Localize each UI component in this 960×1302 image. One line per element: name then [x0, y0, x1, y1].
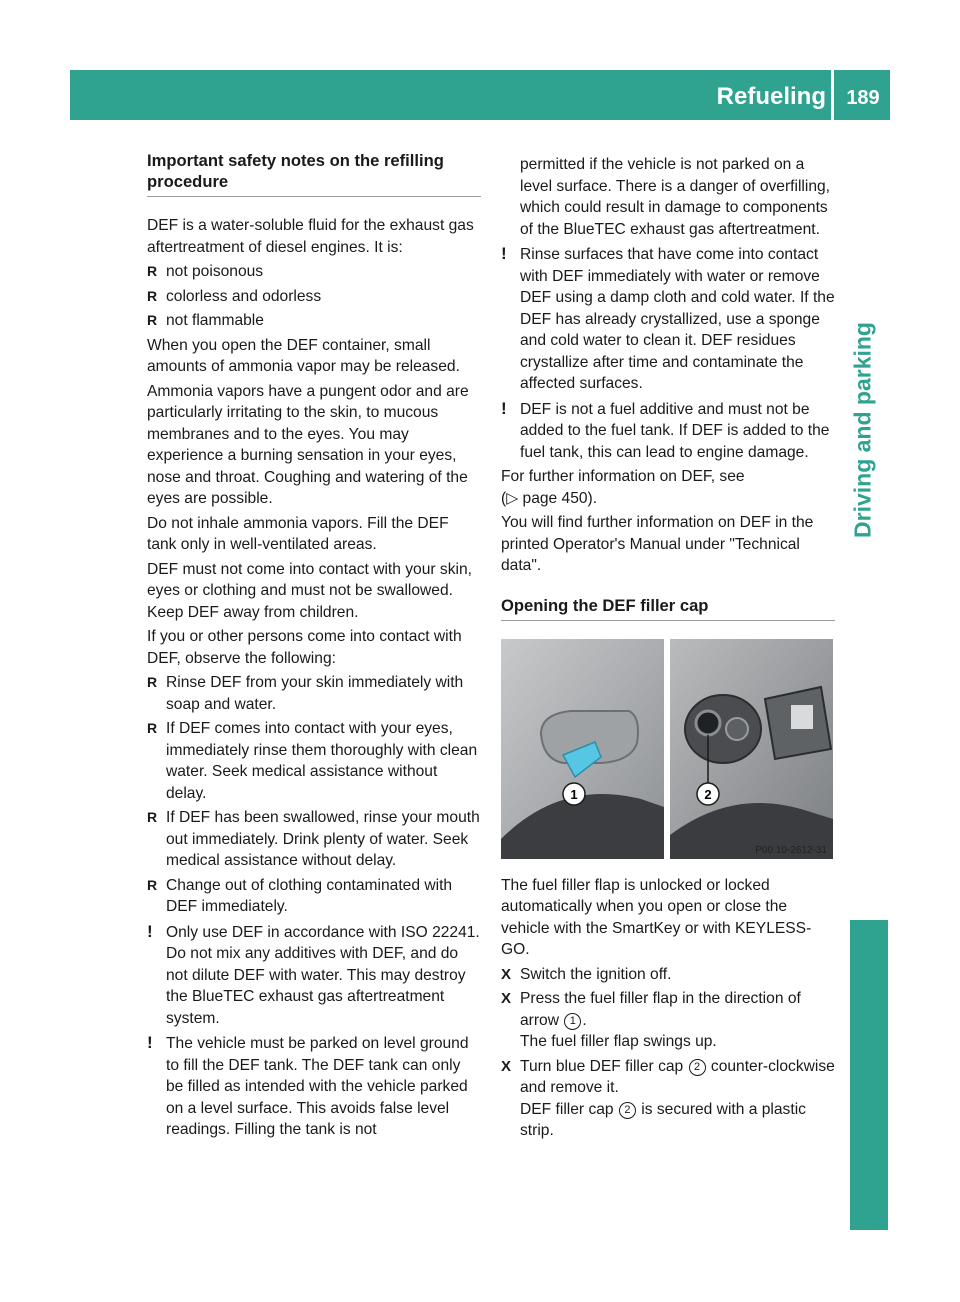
def-filler-cap — [696, 711, 720, 735]
list-item: R Change out of clothing contaminated with DEF immediately. — [147, 875, 481, 918]
right-column — [501, 154, 835, 1145]
warning-text: DEF is not a fuel additive and must not be added to the fuel tank. If DEF is added to the fuel tank, this can lead to engine damage. — [520, 400, 830, 461]
step-marker: X — [501, 965, 512, 983]
list-item: R not poisonous — [147, 261, 481, 283]
page-number: 189 — [846, 87, 880, 109]
warning-continuation: permitted if the vehicle is not parked on a level surface. There is a danger of overfilling, which could result in damage to components of the BlueTEC exhaust gas aftertreatment. — [520, 156, 831, 238]
step-text: Turn blue DEF filler cap — [520, 1057, 684, 1075]
paragraph: When you open the DEF container, small amounts of ammonia vapor may be released. — [147, 336, 460, 375]
paragraph: Ammonia vapors have a pungent odor and are particularly irritating to the skin, to mucous membranes and to the eyes. You may experience a burning sensation in your eyes, nose and throat. Coughing and watering of the eyes are possible. — [147, 382, 469, 507]
left-column — [147, 150, 481, 1144]
step-marker: X — [501, 1057, 512, 1075]
callout-1-ref: 1 — [564, 1013, 581, 1030]
flap-label — [791, 705, 813, 729]
section-heading-safety: Important safety notes on the refilling procedure — [147, 150, 481, 197]
list-item: R If DEF has been swallowed, rinse your mouth out immediately. Drink plenty of water. Seek medical assistance without delay. — [147, 807, 481, 872]
warning-icon: ! — [147, 921, 153, 941]
callout-2-ref: 2 — [689, 1059, 706, 1076]
warning-text: Only use DEF in accordance with ISO 22241. Do not mix any additives with DEF, and do not dilute DEF with water. This may destroy the BlueTEC exhaust gas aftertreatment system. — [166, 923, 480, 1027]
warning-text: The vehicle must be parked on level ground to fill the DEF tank. The DEF tank can only be filled as intended with the vehicle parked on a level surface. This avoids false level readings. Filling the tank is not — [166, 1035, 469, 1138]
step-text-end: counter-clockwise and remove it. — [520, 1057, 835, 1096]
side-marker — [850, 920, 888, 1230]
paragraph: You will find further information on DEF in the printed Operator's Manual under "Technical data". — [501, 514, 814, 574]
paragraph: Do not inhale ammonia vapors. Fill the DEF tank only in well-ventilated areas. — [147, 514, 449, 553]
page-reference-link[interactable]: (▷ page 450). — [501, 489, 598, 507]
filler-cap-figure — [501, 639, 833, 859]
paragraph: If you or other persons come into contact with DEF, observe the following: — [147, 628, 462, 667]
side-tab — [843, 250, 883, 610]
callout-2-ref: 2 — [619, 1102, 636, 1119]
instruction-step — [501, 988, 835, 1053]
fuel-cap — [726, 718, 748, 740]
list-item: R not flammable — [147, 310, 481, 332]
instruction-step — [501, 964, 835, 986]
header-divider — [831, 70, 834, 120]
warning-icon: ! — [501, 244, 507, 263]
warning-note — [147, 922, 481, 1030]
step-marker: X — [501, 990, 512, 1007]
paragraph — [501, 466, 835, 509]
callout-2-label: 2 — [704, 786, 712, 802]
step-result: The fuel filler flap swings up. — [520, 1033, 717, 1050]
list-item: R If DEF comes into contact with your eyes, immediately rinse them thoroughly with clean water. Seek medical assistance without delay. — [147, 718, 481, 804]
filler-cap-illustration — [501, 639, 833, 859]
step-text: Switch the ignition off. — [520, 965, 672, 983]
callout-1-label: 1 — [570, 786, 578, 802]
intro-paragraph: DEF is a water-soluble fluid for the exhaust gas aftertreatment of diesel engines. It is: — [147, 217, 474, 256]
step-text: Press the fuel filler flap in the direction of arrow — [520, 990, 801, 1029]
instruction-step — [501, 1056, 835, 1142]
warning-icon: ! — [147, 1033, 153, 1052]
further-info-text: For further information on DEF, see — [501, 468, 745, 485]
step-result-end: is secured with a plastic strip. — [520, 1100, 806, 1139]
side-tab-label: Driving and parking — [849, 322, 876, 538]
list-item: R Rinse DEF from your skin immediately with soap and water. — [147, 672, 481, 715]
step-text-end: . — [582, 1011, 587, 1029]
warning-note — [147, 1033, 481, 1141]
header-title: Refueling — [716, 83, 826, 110]
warning-note — [501, 244, 835, 395]
warning-text: Rinse surfaces that have come into contact with DEF immediately with water or remove DEF using a damp cloth and cold water. If the DEF has already crystallized, use a sponge and cold water to clean it. DEF residues crystallize after time and contaminate the affected surfaces. — [520, 246, 835, 392]
paragraph: The fuel filler flap is unlocked or locked automatically when you open or close the vehicle with the SmartKey or with KEYLESS-GO. — [501, 876, 812, 958]
figure-code: P00.10-2612-31 — [755, 844, 827, 856]
section-heading-opening: Opening the DEF filler cap — [501, 595, 835, 621]
warning-icon: ! — [501, 398, 507, 418]
panel-separator — [664, 639, 670, 859]
step-result: DEF filler cap — [520, 1100, 614, 1118]
paragraph: DEF must not come into contact with your skin, eyes or clothing and must not be swallowed. Keep DEF away from children. — [147, 560, 472, 621]
list-item: R colorless and odorless — [147, 286, 481, 308]
warning-note — [501, 399, 835, 464]
